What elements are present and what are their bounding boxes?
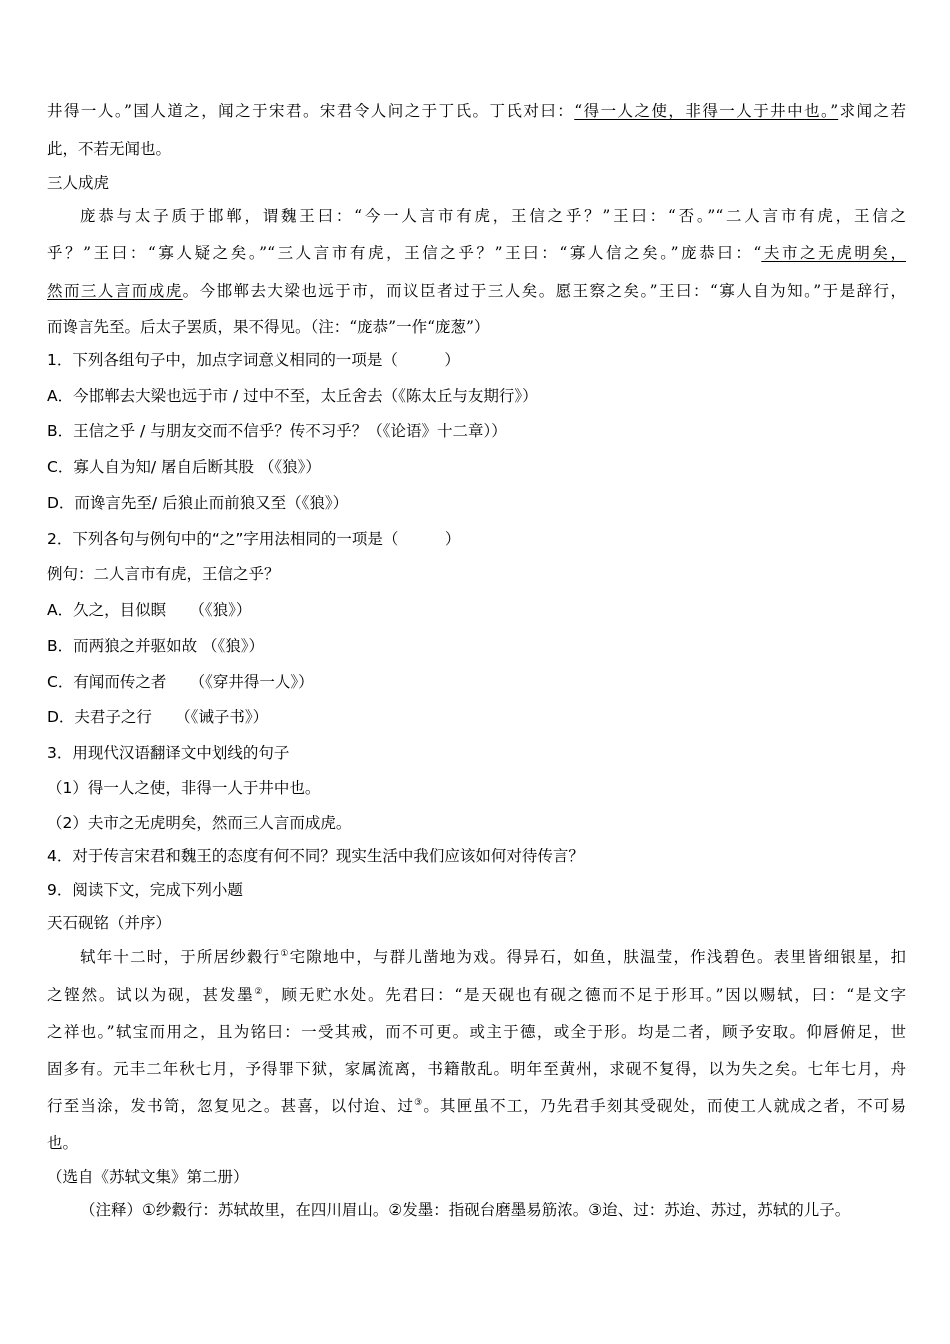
text-segment: 乎？”王曰：“寡人疑之矣。”“三人言市有虎，王信之乎？”王曰：“寡人信之矣。”庞恭曰：“ bbox=[47, 244, 762, 262]
paragraph-line bbox=[47, 988, 906, 1004]
text-segment: 井得一人。”国人道之，闻之于宋君。宋君令人问之于丁氏。丁氏对曰： bbox=[47, 102, 575, 120]
option-2d: D．夫君子之行 （《诫子书》） bbox=[47, 708, 269, 726]
footnote-marker: ① bbox=[280, 949, 290, 959]
paragraph-line bbox=[47, 1099, 906, 1115]
paragraph-line bbox=[80, 950, 906, 966]
paragraph-line: 此，不若无闻也。 bbox=[47, 140, 172, 158]
footnote-marker: ③ bbox=[414, 1098, 424, 1108]
question-3-part-1: （1）得一人之使，非得一人于井中也。 bbox=[47, 779, 321, 797]
section-title: 三人成虎 bbox=[47, 174, 110, 192]
question-3: 3．用现代汉语翻译文中划线的句子 bbox=[47, 744, 290, 762]
text-segment: 轼年十二时，于所居纱縠行 bbox=[80, 948, 281, 966]
question-1: 1．下列各组句子中，加点字词意义相同的一项是（ ） bbox=[47, 351, 460, 369]
underlined-sentence: 夫市之无虎明矣， bbox=[761, 244, 906, 262]
source-citation: （选自《苏轼文集》第二册） bbox=[47, 1168, 249, 1186]
option-1c: C．寡人自为知/ 屠自后断其股 （《狼》） bbox=[47, 458, 321, 476]
text-segment: ，顾无贮水处。先君曰：“是天砚也有砚之德而不足于形耳。”因以赐轼，曰：“是文字 bbox=[264, 986, 906, 1004]
paragraph-line bbox=[47, 246, 906, 262]
text-segment: 。今邯郸去大梁也远于市，而议臣者过于三人矣。愿王察之矣。”王曰：“寡人自为知。”于是辞行， bbox=[182, 282, 906, 300]
option-2b: B．而两狼之并驱如故 （《狼》） bbox=[47, 637, 265, 655]
paragraph-line: 而谗言先至。后太子罢质，果不得见。（注：“庞恭”一作“庞葱”） bbox=[47, 318, 490, 336]
underlined-sentence: “得一人之使，非得一人于井中也。” bbox=[574, 102, 839, 120]
paragraph-line: 之祥也。”轼宝而用之，且为铭曰：一受其戒，而不可更。或主于德，或全于形。均是二者，顾予安取。仰唇俯足，世 bbox=[47, 1023, 906, 1041]
question-3-part-2: （2）夫市之无虎明矣，然而三人言而成虎。 bbox=[47, 814, 352, 832]
underlined-sentence: 然而三人言而成虎 bbox=[47, 282, 183, 300]
paragraph-line: 固多有。元丰二年秋七月，予得罪下狱，家属流离，书籍散乱。明年至黄州，求砚不复得，以为失之矣。七年七月，舟 bbox=[47, 1060, 906, 1078]
option-2c: C．有闻而传之者 （《穿井得一人》） bbox=[47, 673, 314, 691]
text-segment: 宅隙地中，与群儿凿地为戏。得异石，如鱼，肤温莹，作浅碧色。表里皆细银星，扣 bbox=[289, 948, 906, 966]
question-9: 9．阅读下文，完成下列小题 bbox=[47, 881, 243, 899]
text-segment: 。其匣虽不工，乃先君手刻其受砚处，而使工人就成之者，不可易 bbox=[423, 1097, 906, 1115]
footnotes: （注释）①纱縠行：苏轼故里，在四川眉山。②发墨：指砚台磨墨易筋浓。③迨、过：苏迨、苏过，苏轼的儿子。 bbox=[80, 1201, 851, 1219]
section-title: 天石砚铭（并序） bbox=[47, 914, 172, 932]
paragraph-line bbox=[47, 284, 906, 300]
example-sentence: 例句：二人言市有虎，王信之乎？ bbox=[47, 565, 280, 583]
paragraph-line: 也。 bbox=[47, 1134, 79, 1152]
option-2a: A．久之，目似瞑 （《狼》） bbox=[47, 601, 252, 619]
paragraph-line bbox=[47, 104, 906, 120]
option-1a: A．今邯郸去大梁也远于市 / 过中不至，太丘舍去（《陈太丘与友期行》） bbox=[47, 387, 538, 405]
option-1b: B．王信之乎 / 与朋友交而不信乎？传不习乎？（《论语》十二章）） bbox=[47, 422, 507, 440]
question-4: 4．对于传言宋君和魏王的态度有何不同？现实生活中我们应该如何对待传言？ bbox=[47, 847, 584, 865]
text-segment: 求闻之若 bbox=[838, 102, 906, 120]
paragraph-line: 庞恭与太子质于邯郸，谓魏王曰：“今一人言市有虎，王信之乎？”王曰：“否。”“二人言市有虎，王信之 bbox=[80, 207, 906, 225]
footnote-marker: ② bbox=[254, 987, 265, 997]
text-segment: 行至当涂，发书笥，忽复见之。甚喜，以付迨、过 bbox=[47, 1097, 415, 1115]
question-2: 2．下列各句与例句中的“之”字用法相同的一项是（ ） bbox=[47, 530, 461, 548]
option-1d: D．而谗言先至/ 后狼止而前狼又至（《狼》） bbox=[47, 494, 349, 512]
text-segment: 之铿然。试以为砚，甚发墨 bbox=[47, 986, 255, 1004]
